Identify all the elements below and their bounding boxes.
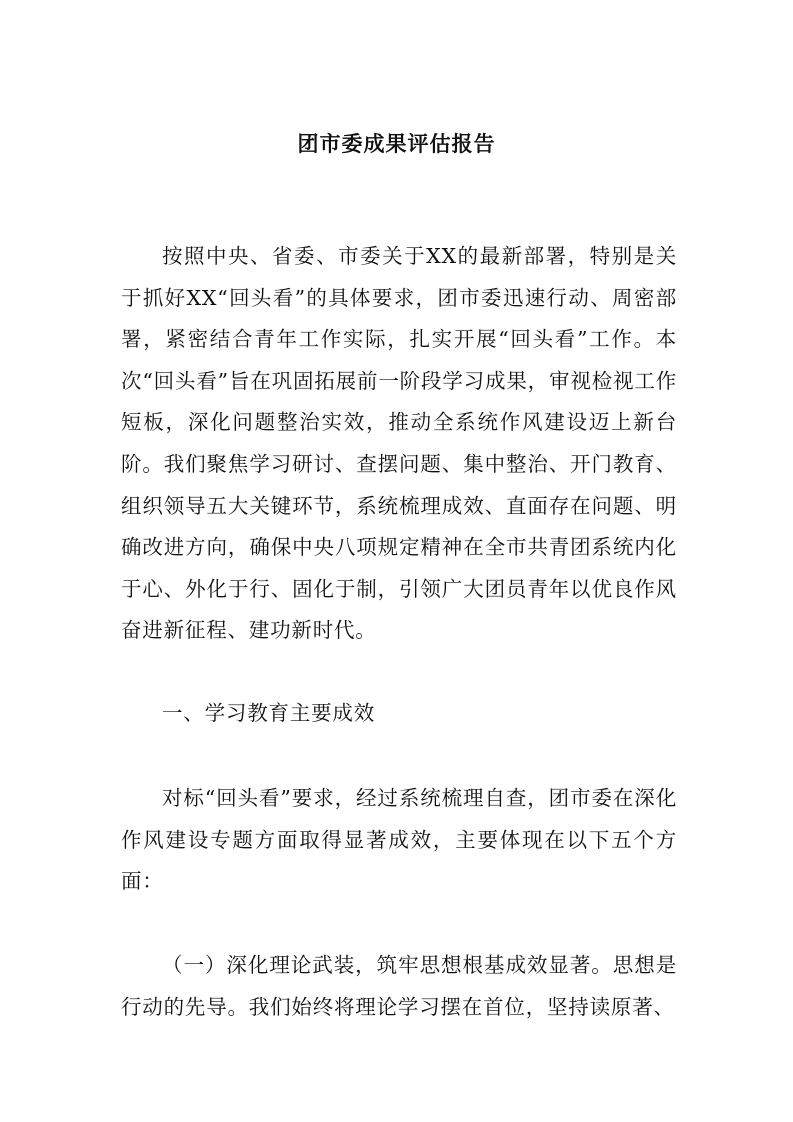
section-intro-paragraph: 对标“回头看”要求，经过系统梳理自查，团市委在深化作风建设专题方面取得显著成效，主要体现在以下五个方面： [121, 786, 677, 894]
intro-paragraph: 按照中央、省委、市委关于XX的最新部署，特别是关于抓好XX“回头看”的具体要求，团市委迅速行动、周密部署，紧密结合青年工作实际，扎实开展“回头看”工作。本次“回头看”旨在巩固拓展前一阶段学习成果，审视检视工作短板，深化问题整治实效，推动全系统作风建设迈上新台阶。我们聚焦学习研讨、查摆问题、集中整治、开门教育、组织领导五大关键环节，系统梳理成效、直面存在问题、明确改进方向，确保中央八项规定精神在全市共青团系统内化于心、外化于行、固化于制，引领广大团员青年以优良作风奋进新征程、建功新时代。 [121, 244, 677, 643]
section-heading: 一、学习教育主要成效 [162, 701, 375, 725]
document-title: 团市委成果评估报告 [297, 132, 496, 156]
subsection-paragraph: （一）深化理论武装，筑牢思想根基成效显著。思想是行动的先导。我们始终将理论学习摆在首位，坚持读原著、 [121, 953, 677, 1019]
